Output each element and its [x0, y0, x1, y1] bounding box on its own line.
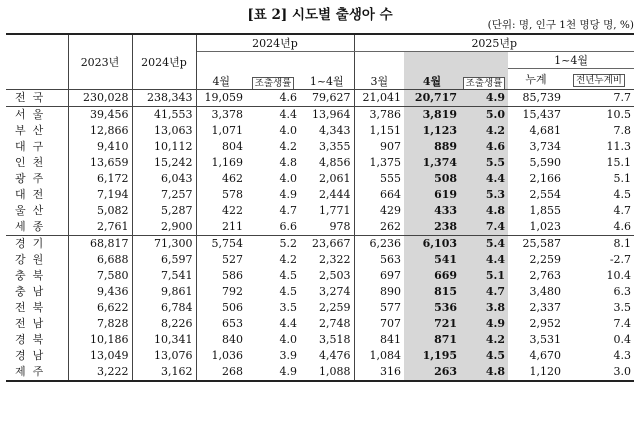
cell-f: 262	[380, 220, 402, 233]
cell-c: 506	[222, 301, 243, 314]
cell-i: 2,259	[529, 253, 562, 266]
cell-i: 25,587	[508, 236, 564, 253]
cell-g: 433	[404, 203, 460, 219]
table-row	[6, 123, 634, 139]
region-name: 세종	[6, 219, 68, 236]
cell-e: 2,503	[300, 268, 354, 284]
table-row	[6, 187, 634, 203]
cell-a: 230,028	[68, 90, 132, 107]
cell-e: 3,355	[300, 139, 354, 155]
cell-h: 4.8	[460, 203, 508, 219]
cell-i: 2,554	[529, 188, 562, 201]
region-name: 경북	[6, 332, 68, 348]
cell-f: 697	[380, 269, 402, 282]
cell-c: 462	[222, 172, 243, 185]
cell-g: 815	[404, 284, 460, 300]
table-row	[6, 171, 634, 187]
cbr-box: 조출생률	[252, 77, 295, 90]
cell-d: 4.0	[279, 124, 297, 137]
cell-h: 7.4	[460, 219, 508, 236]
cell-e: 2,444	[300, 187, 354, 203]
cell-h: 4.9	[460, 90, 508, 107]
cell-d: 4.4	[279, 317, 297, 330]
cell-b: 9,861	[132, 284, 196, 300]
header-2025-mar: 3월	[370, 75, 389, 88]
cell-g: 536	[404, 300, 460, 316]
cell-e: 3,274	[300, 284, 354, 300]
cell-a: 13,049	[68, 348, 132, 364]
table-row	[6, 316, 634, 332]
header-2024p-group: 2024년p	[196, 34, 354, 52]
header-2023: 2023년	[68, 34, 132, 90]
cell-j: 7.4	[613, 317, 632, 330]
cell-e: 4,856	[300, 155, 354, 171]
region-name: 충남	[6, 284, 68, 300]
table-row	[6, 203, 634, 219]
cell-j: 6.3	[613, 285, 632, 298]
table-row	[6, 268, 634, 284]
cell-b: 2,900	[132, 219, 196, 236]
cell-i: 4,670	[529, 349, 562, 362]
cell-i: 2,952	[529, 317, 562, 330]
births-by-region-table	[6, 33, 634, 382]
cell-a: 6,622	[68, 300, 132, 316]
cell-h: 4.2	[460, 123, 508, 139]
cell-j: 7.7	[564, 90, 634, 107]
cell-i: 1,023	[529, 220, 562, 233]
yoy-box: 전년누계비	[573, 74, 625, 87]
cell-h: 4.6	[460, 139, 508, 155]
cell-g: 238	[404, 219, 460, 236]
region-name: 충북	[6, 268, 68, 284]
cell-e: 2,748	[300, 316, 354, 332]
cell-d: 4.2	[279, 140, 297, 153]
cell-a: 39,456	[68, 107, 132, 124]
cell-c: 3,378	[196, 107, 246, 124]
cell-b: 6,784	[132, 300, 196, 316]
cell-j: 15.1	[606, 156, 632, 169]
cell-c: 268	[196, 364, 246, 381]
cell-c: 653	[222, 317, 243, 330]
region-name: 대전	[6, 187, 68, 203]
cell-c: 578	[222, 188, 243, 201]
header-yoy	[564, 69, 634, 90]
cell-h: 5.3	[460, 187, 508, 203]
cell-h: 5.1	[460, 268, 508, 284]
cell-e: 23,667	[300, 236, 354, 253]
cell-d: 3.5	[279, 301, 297, 314]
cell-h: 4.9	[460, 316, 508, 332]
cell-e: 4,476	[300, 348, 354, 364]
cell-g: 1,374	[404, 155, 460, 171]
cell-d: 4.2	[279, 253, 297, 266]
cell-d: 4.8	[279, 156, 297, 169]
cell-j: 10.5	[564, 107, 634, 124]
cell-f: 577	[380, 301, 402, 314]
cell-h: 3.8	[460, 300, 508, 316]
header-2024p: 2024년p	[132, 34, 196, 90]
table-title: [표 2] 시도별 출생아 수	[247, 7, 393, 23]
cell-d: 6.6	[279, 220, 297, 233]
cell-c: 804	[222, 140, 243, 153]
cell-a: 7,828	[68, 316, 132, 332]
cell-e: 4,343	[300, 123, 354, 139]
cell-h: 4.5	[460, 348, 508, 364]
cell-j: 3.0	[564, 364, 634, 381]
cell-g: 3,819	[404, 107, 460, 124]
cell-b: 41,553	[132, 107, 196, 124]
cell-e: 1,771	[300, 203, 354, 219]
cell-d: 5.2	[246, 236, 300, 253]
cell-a: 6,172	[68, 171, 132, 187]
cell-f: 1,375	[369, 156, 402, 169]
cell-d: 4.5	[279, 285, 297, 298]
region-name: 대구	[6, 139, 68, 155]
cell-e: 2,061	[300, 171, 354, 187]
cell-h: 4.2	[460, 332, 508, 348]
cell-g: 263	[404, 364, 460, 381]
cell-f: 1,084	[369, 349, 402, 362]
cell-b: 7,257	[132, 187, 196, 203]
cell-j: 4.6	[613, 220, 632, 233]
table-body	[6, 90, 634, 382]
cell-b: 8,226	[132, 316, 196, 332]
cell-c: 1,169	[211, 156, 243, 169]
cell-i: 3,734	[529, 140, 562, 153]
table-row	[6, 300, 634, 316]
cell-b: 13,076	[132, 348, 196, 364]
cell-h: 5.5	[460, 155, 508, 171]
cell-d: 4.6	[246, 90, 300, 107]
cell-c: 1,071	[211, 124, 243, 137]
cell-f: 429	[380, 204, 402, 217]
cell-c: 5,754	[196, 236, 246, 253]
cell-f: 555	[380, 172, 402, 185]
table-row	[6, 236, 634, 253]
cell-d: 3.9	[279, 349, 297, 362]
cell-d: 4.5	[279, 269, 297, 282]
cell-g: 619	[404, 187, 460, 203]
cell-h: 4.8	[460, 364, 508, 381]
cell-f: 841	[380, 333, 402, 346]
cell-e: 1,088	[300, 364, 354, 381]
cell-a: 9,410	[68, 139, 132, 155]
cell-f: 907	[380, 140, 402, 153]
cell-a: 5,082	[68, 203, 132, 219]
header-2025-apr: 4월	[404, 52, 460, 90]
cell-h: 5.0	[460, 107, 508, 124]
cell-j: 5.1	[613, 172, 632, 185]
table-row	[6, 284, 634, 300]
table-row	[6, 252, 634, 268]
region-name: 광주	[6, 171, 68, 187]
cell-a: 7,580	[68, 268, 132, 284]
cell-b: 71,300	[132, 236, 196, 253]
header-2025p-group: 2025년p	[354, 34, 634, 52]
region-name: 전남	[6, 316, 68, 332]
cell-c: 422	[222, 204, 243, 217]
cell-b: 13,063	[132, 123, 196, 139]
cell-g: 1,195	[404, 348, 460, 364]
table-row	[6, 155, 634, 171]
cell-c: 586	[222, 269, 243, 282]
cell-d: 4.9	[246, 364, 300, 381]
cell-d: 4.4	[246, 107, 300, 124]
cell-d: 4.0	[279, 172, 297, 185]
cell-j: 4.3	[613, 349, 632, 362]
cell-g: 1,123	[404, 123, 460, 139]
cell-g: 508	[404, 171, 460, 187]
cell-g: 871	[404, 332, 460, 348]
cell-j: -2.7	[609, 253, 632, 266]
cell-a: 13,659	[68, 155, 132, 171]
unit-note: (단위: 명, 인구 1천 명당 명, %)	[487, 19, 634, 31]
cell-i: 15,437	[508, 107, 564, 124]
cell-f: 1,151	[369, 124, 402, 137]
cell-i: 4,681	[529, 124, 562, 137]
cell-a: 3,222	[68, 364, 132, 381]
cell-i: 85,739	[508, 90, 564, 107]
cell-b: 238,343	[132, 90, 196, 107]
cell-j: 4.5	[613, 188, 632, 201]
cell-b: 15,242	[132, 155, 196, 171]
cell-a: 9,436	[68, 284, 132, 300]
cell-g: 669	[404, 268, 460, 284]
table-row	[6, 139, 634, 155]
cell-c: 527	[222, 253, 243, 266]
cell-c: 211	[222, 220, 243, 233]
header-2024-apr: 4월	[212, 75, 231, 88]
region-name: 울산	[6, 203, 68, 219]
cell-j: 8.1	[564, 236, 634, 253]
cell-j: 4.7	[613, 204, 632, 217]
cell-j: 3.5	[613, 301, 632, 314]
header-2024-jan-apr: 1~4월	[300, 52, 354, 90]
region-name: 전북	[6, 300, 68, 316]
cell-a: 10,186	[68, 332, 132, 348]
cell-b: 5,287	[132, 203, 196, 219]
cell-a: 12,866	[68, 123, 132, 139]
cell-f: 21,041	[354, 90, 404, 107]
cell-b: 6,043	[132, 171, 196, 187]
cell-f: 3,786	[354, 107, 404, 124]
cell-f: 563	[380, 253, 402, 266]
cbr-box-2025: 조출생률	[463, 77, 506, 90]
cell-b: 6,597	[132, 252, 196, 268]
region-header	[6, 34, 68, 90]
cell-f: 664	[380, 188, 402, 201]
header-2024-cbr	[246, 52, 300, 90]
cell-j: 7.8	[613, 124, 632, 137]
cell-d: 4.7	[279, 204, 297, 217]
cell-j: 11.3	[606, 140, 632, 153]
region-name: 인천	[6, 155, 68, 171]
cell-e: 978	[300, 219, 354, 236]
cell-i: 2,337	[529, 301, 562, 314]
cell-g: 889	[404, 139, 460, 155]
header-cumulative: 누계	[525, 73, 547, 86]
cell-d: 4.9	[279, 188, 297, 201]
region-name: 강원	[6, 252, 68, 268]
cell-e: 2,259	[300, 300, 354, 316]
cell-b: 7,541	[132, 268, 196, 284]
cell-a: 2,761	[68, 219, 132, 236]
cell-i: 5,590	[529, 156, 562, 169]
region-name: 제주	[6, 364, 68, 381]
cell-a: 7,194	[68, 187, 132, 203]
cell-h: 5.4	[460, 236, 508, 253]
cell-i: 2,763	[529, 269, 562, 282]
cell-c: 840	[222, 333, 243, 346]
cell-j: 0.4	[613, 333, 632, 346]
cell-b: 10,112	[132, 139, 196, 155]
cell-c: 19,059	[196, 90, 246, 107]
cell-e: 2,322	[300, 252, 354, 268]
region-name: 전국	[6, 90, 68, 107]
cell-e: 79,627	[300, 90, 354, 107]
cell-f: 890	[380, 285, 402, 298]
cell-f: 6,236	[354, 236, 404, 253]
region-name: 서울	[6, 107, 68, 124]
cell-h: 4.4	[460, 252, 508, 268]
cell-j: 10.4	[606, 269, 632, 282]
table-row	[6, 107, 634, 124]
table-row	[6, 219, 634, 236]
cell-i: 3,531	[529, 333, 562, 346]
cell-a: 68,817	[68, 236, 132, 253]
cell-g: 721	[404, 316, 460, 332]
cell-e: 3,518	[300, 332, 354, 348]
cell-h: 4.7	[460, 284, 508, 300]
table-row	[6, 90, 634, 107]
cell-i: 1,855	[529, 204, 562, 217]
cell-b: 10,341	[132, 332, 196, 348]
cell-g: 6,103	[404, 236, 460, 253]
header-2025-cbr	[460, 52, 508, 90]
cell-c: 792	[222, 285, 243, 298]
cell-i: 2,166	[529, 172, 562, 185]
header-2025-jan-apr-group: 1~4월	[508, 52, 634, 69]
cell-g: 20,717	[404, 90, 460, 107]
cell-g: 541	[404, 252, 460, 268]
cell-b: 3,162	[132, 364, 196, 381]
table-row	[6, 348, 634, 364]
region-name: 경남	[6, 348, 68, 364]
cell-f: 316	[354, 364, 404, 381]
cell-d: 4.0	[279, 333, 297, 346]
region-name: 경기	[6, 236, 68, 253]
region-name: 부산	[6, 123, 68, 139]
cell-c: 1,036	[211, 349, 243, 362]
cell-e: 13,964	[300, 107, 354, 124]
cell-i: 1,120	[508, 364, 564, 381]
table-row	[6, 332, 634, 348]
cell-f: 707	[380, 317, 402, 330]
cell-i: 3,480	[529, 285, 562, 298]
table-row	[6, 364, 634, 381]
cell-a: 6,688	[68, 252, 132, 268]
cell-h: 4.4	[460, 171, 508, 187]
